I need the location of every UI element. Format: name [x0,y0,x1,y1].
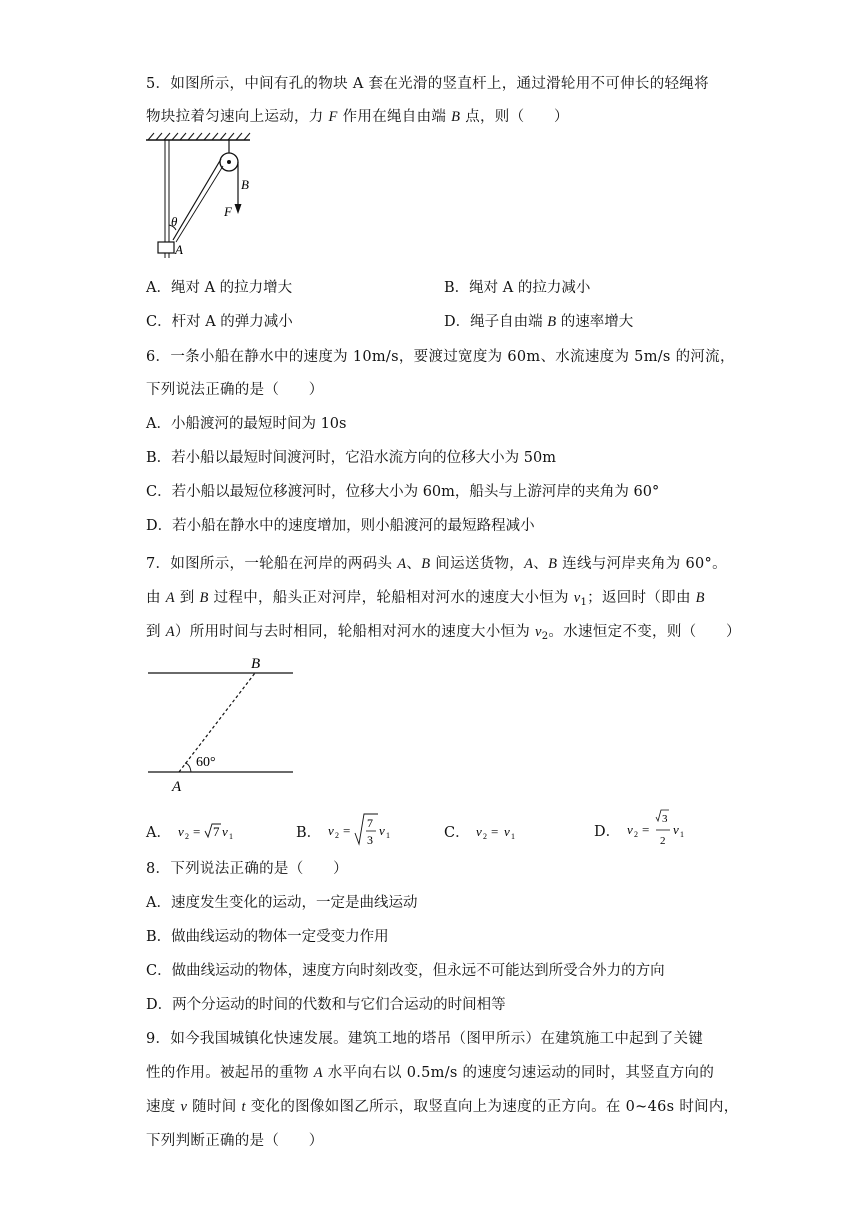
q6-stem-line1: 6．一条小船在静水中的速度为 10m/s，要渡过宽度为 60m、水流速度为 5m/s 的河流， [146,349,735,365]
svg-text:v: v [504,824,510,839]
svg-text:2: 2 [633,830,638,839]
svg-text:v: v [327,823,334,838]
q8-option-c[interactable]: C．做曲线运动的物体，速度方向时刻改变，但永远不可能达到所受合外力的方向 [146,963,665,979]
q7-option-b-formula [326,811,396,851]
svg-text:2: 2 [659,835,666,847]
svg-text:7: 7 [366,816,373,830]
q7-angle-label: 60° [196,755,216,770]
q9-stem-line4: 下列判断正确的是（ ） [146,1133,324,1149]
svg-text:v: v [626,822,633,837]
q7-option-a[interactable]: A． v 2 = 7 v 1 [146,820,246,844]
svg-text:7: 7 [212,824,220,839]
q7-stem-line3: 到 A）所用时间与去时相同，轮船相对河水的速度大小恒为 $v_2$。水速恒定不变，则（ ） [146,624,741,642]
q7-option-d[interactable]: D． v 2 = 3 2 v 1 [594,807,695,851]
svg-text:v: v [378,823,385,838]
svg-text:2: 2 [483,832,488,841]
q5-option-b[interactable]: B．绳对 A 的拉力减小 [444,280,591,296]
q7-option-a-formula [176,820,246,844]
q9-stem-line3: 速度 v 随时间 t 变化的图像如图乙所示，取竖直向上为速度的正方向。在 0~46s 时间内， [146,1099,739,1115]
q5-B-label: B [241,177,249,192]
q5-option-a[interactable]: A．绳对 A 的拉力增大 [146,280,293,296]
q5-option-d[interactable]: D．绳子自由端 B 的速率增大 [444,314,634,330]
q7-stem-line2: 由 A 到 B 过程中，船头正对河岸，轮船相对河水的速度大小恒为 $v_1$；返回时（即由 B [146,590,705,608]
q9-stem-line1: 9．如今我国城镇化快速发展。建筑工地的塔吊（图甲所示）在建筑施工中起到了关键 [146,1031,704,1047]
q7-stem-line1: 7．如图所示，一轮船在河岸的两码头 A、B 间运送货物，A、B 连线与河岸夹角为 60°。 [146,556,727,572]
svg-text:=: = [491,824,499,839]
svg-text:v: v [672,822,679,837]
q5-A-label: A [175,242,183,257]
svg-text:3: 3 [661,813,668,825]
q8-option-a[interactable]: A．速度发生变化的运动，一定是曲线运动 [146,895,418,911]
q5-F-label: F [224,204,232,219]
q7-B-label: B [251,656,261,672]
svg-text:v: v [177,824,184,839]
q8-option-b[interactable]: B．做曲线运动的物体一定受变力作用 [146,929,389,945]
svg-text:1: 1 [679,830,684,839]
q8-stem: 8．下列说法正确的是（ ） [146,861,348,877]
svg-text:1: 1 [511,832,516,841]
q5-pulley-figure [140,130,270,270]
svg-text:2: 2 [334,831,339,840]
q7-option-b[interactable]: B． v 2 = 7 3 v 1 [296,811,396,851]
q6-option-a[interactable]: A．小船渡河的最短时间为 10s [146,416,347,432]
svg-text:v: v [221,824,228,839]
q7-option-d-formula [625,807,695,851]
svg-text:3: 3 [366,833,373,847]
q6-option-b[interactable]: B．若小船以最短时间渡河时，它沿水流方向的位移大小为 50m [146,450,556,466]
q7-river-figure [140,652,305,797]
q5-stem-line2: 物块拉着匀速向上运动，力 F 作用在绳自由端 B 点，则（ ） [146,109,569,125]
svg-text:v: v [476,824,482,839]
q7-option-c-formula [474,820,534,844]
svg-text:=: = [192,824,200,839]
svg-text:=: = [342,823,351,838]
svg-text:=: = [641,822,650,837]
q5-theta-label: θ [171,214,178,229]
q5-option-c[interactable]: C．杆对 A 的弹力减小 [146,314,293,330]
svg-text:1: 1 [228,832,233,841]
q7-A-label: A [172,779,182,795]
q6-option-c[interactable]: C．若小船以最短位移渡河时，位移大小为 60m，船头与上游河岸的夹角为 60° [146,484,660,500]
q6-option-d[interactable]: D．若小船在静水中的速度增加，则小船渡河的最短路程减小 [146,518,535,534]
svg-text:1: 1 [385,831,390,840]
svg-text:2: 2 [184,832,189,841]
q8-option-d[interactable]: D．两个分运动的时间的代数和与它们合运动的时间相等 [146,997,506,1013]
q7-option-c[interactable]: C． v 2 = v 1 [444,820,534,844]
q5-stem-line1: 5．如图所示，中间有孔的物块 A 套在光滑的竖直杆上，通过滑轮用不可伸长的轻绳将 [146,76,709,92]
q6-stem-line2: 下列说法正确的是（ ） [146,382,324,398]
q9-stem-line2: 性的作用。被起吊的重物 A 水平向右以 0.5m/s 的速度匀速运动的同时，其竖直方向的 [146,1065,715,1081]
